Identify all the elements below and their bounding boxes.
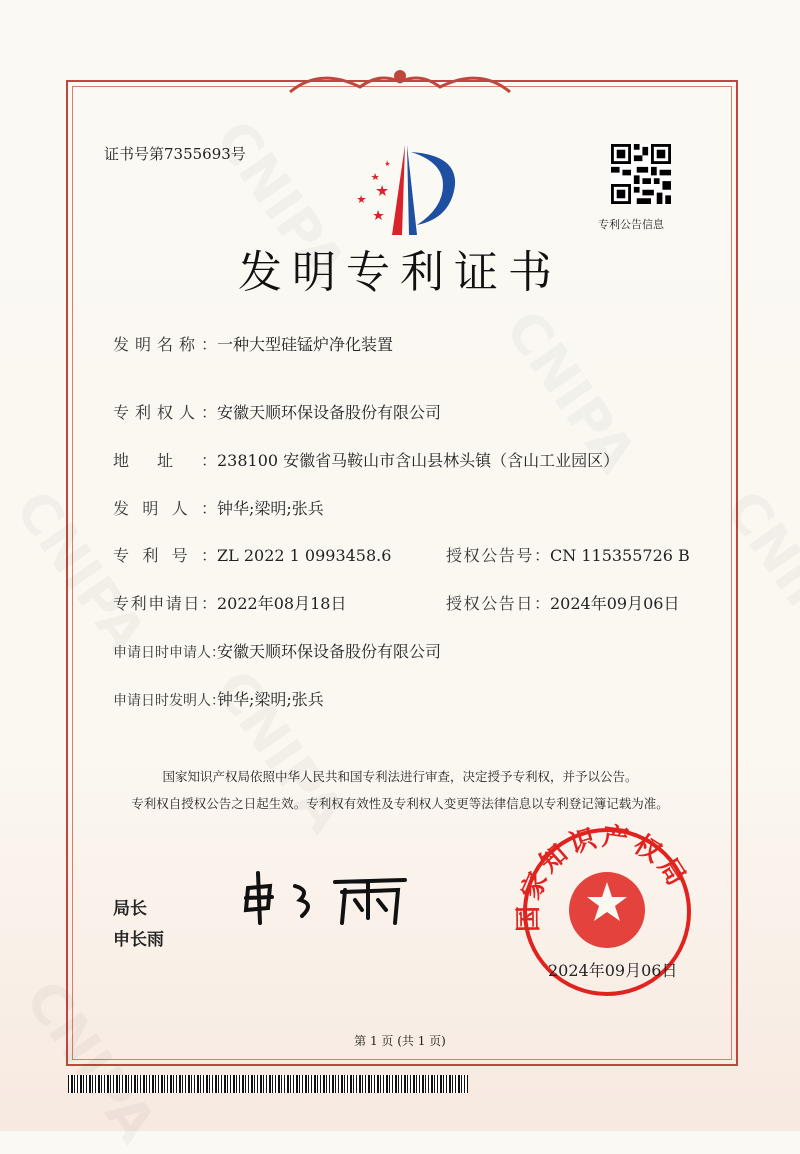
field-value: 2024年09月06日 <box>550 594 680 613</box>
field-value: ZL 2022 1 0993458.6 <box>217 546 392 565</box>
field-inventors <box>113 496 324 519</box>
field-label: 专利号： <box>113 546 217 565</box>
top-ornament <box>280 62 520 102</box>
field-value: 一种大型硅锰炉净化装置 <box>217 335 394 354</box>
field-label: 发明人： <box>113 499 217 518</box>
field-label: 申请日时发明人： <box>113 693 225 709</box>
seal-date: 2024年09月06日 <box>548 961 678 980</box>
field-application-date <box>113 591 346 614</box>
field-label: 授权公告号： <box>446 546 550 565</box>
field-grant-publication-number <box>446 543 690 566</box>
qr-code[interactable] <box>611 144 671 204</box>
field-value: 钟华;梁明;张兵 <box>217 690 324 709</box>
field-value: 钟华;梁明;张兵 <box>217 499 324 518</box>
field-value: CN 115355726 B <box>550 546 690 565</box>
field-label: 申请日时申请人： <box>113 645 225 661</box>
page-number: 第 1 页 (共 1 页) <box>354 1034 446 1048</box>
field-inventors-at-filing <box>113 687 324 710</box>
signature <box>240 868 420 928</box>
field-patent-number <box>113 543 391 566</box>
cnipa-logo <box>345 140 460 235</box>
field-label: 地址： <box>113 451 217 470</box>
field-label: 发明名称： <box>113 335 217 354</box>
field-applicant-at-filing <box>113 639 441 662</box>
field-label: 专利权人： <box>113 403 217 422</box>
official-seal <box>512 822 702 1012</box>
field-patentee <box>113 400 441 423</box>
certificate-number: 证书号第7355693号 <box>104 145 246 163</box>
field-label: 专利申请日： <box>113 594 217 613</box>
statement-line-2: 专利权自授权公告之日起生效。专利权有效性及专利权人变更等法律信息以专利登记簿记载为准。 <box>131 796 669 811</box>
field-value: 2022年08月18日 <box>217 594 347 613</box>
field-label: 授权公告日： <box>446 594 550 613</box>
signatory-name: 申长雨 <box>113 930 164 950</box>
signatory-title: 局长 <box>113 899 147 919</box>
qr-caption: 专利公告信息 <box>598 218 664 231</box>
field-value: 238100 安徽省马鞍山市含山县林头镇（含山工业园区） <box>217 451 620 470</box>
page-title: 发明专利证书 <box>238 247 562 298</box>
barcode <box>68 1075 468 1093</box>
field-value: 安徽天顺环保设备股份有限公司 <box>217 403 442 422</box>
field-invention-name <box>113 332 393 355</box>
field-grant-publication-date <box>446 591 679 614</box>
statement-line-1: 国家知识产权局依照中华人民共和国专利法进行审查，决定授予专利权，并予以公告。 <box>162 769 638 784</box>
field-address <box>113 448 619 471</box>
seal-text: 国家知识产权局 <box>513 822 694 933</box>
field-value: 安徽天顺环保设备股份有限公司 <box>217 642 442 661</box>
